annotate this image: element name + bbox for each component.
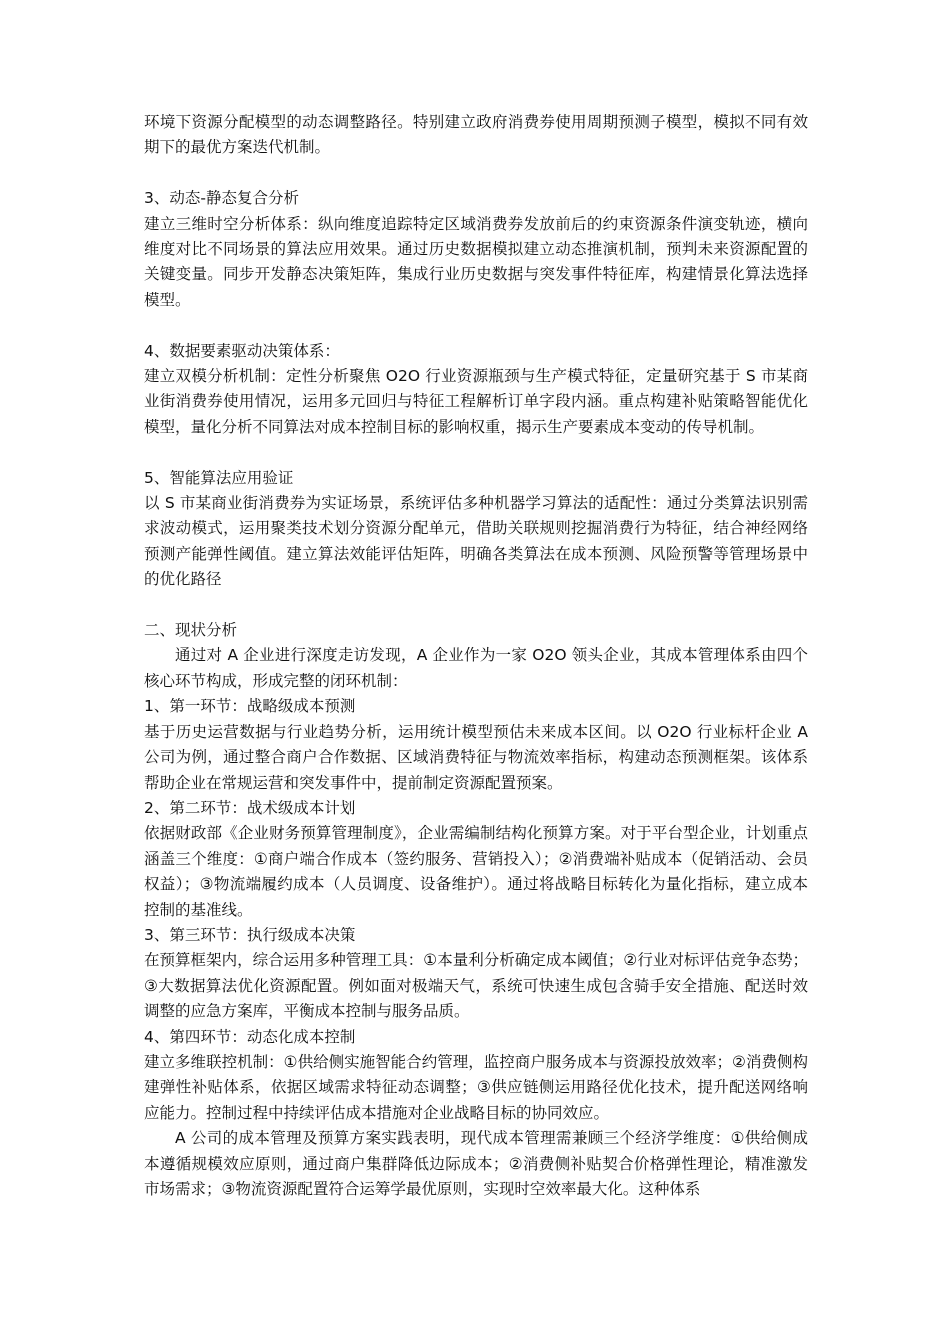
stage-3-heading: 3、第三环节：执行级成本决策 [144,925,356,944]
section-3-body: 建立三维时空分析体系：纵向维度追踪特定区域消费券发放前后的约束资源条件演变轨迹，横向维度对比不同场景的算法应用效果。通过历史数据模拟建立动态推演机制，预判未来资源配置的关键变量。同步开发静态决策矩阵，集成行业历史数据与突发事件特征库，构建情景化算法选择模型。 [144,214,808,309]
status-analysis-heading: 二、现状分析 [144,621,238,640]
status-analysis-intro: 通过对 A 企业进行深度走访发现，A 企业作为一家 O2O 领头企业，其成本管理体系由四个核心环节构成，形成完整的闭环机制： [144,646,808,690]
stage-2-heading: 2、第二环节：战术级成本计划 [144,798,356,817]
stage-1-body: 基于历史运营数据与行业趋势分析，运用统计模型预估未来成本区间。以 O2O 行业标杆企业 A 公司为例，通过整合商户合作数据、区域消费特征与物流效率指标，构建动态预测框架。该体系帮助企业在常规运营和突发事件中，提前制定资源配置预案。 [144,722,808,792]
closing-paragraph: A 公司的成本管理及预算方案实践表明，现代成本管理需兼顾三个经济学维度：①供给侧成本遵循规模效应原则，通过商户集群降低边际成本；②消费侧补贴契合价格弹性理论，精准激发市场需求；③物流资源配置符合运筹学最优原则，实现时空效率最大化。这种体系 [144,1129,808,1198]
section-4-body: 建立双模分析机制：定性分析聚焦 O2O 行业资源瓶颈与生产模式特征，定量研究基于 S 市某商业街消费券使用情况，运用多元回归与特征工程解析订单字段内涵。重点构建补贴策略智能优化模型，量化分析不同算法对成本控制目标的影响权重，揭示生产要素成本变动的传导机制。 [144,367,808,436]
stage-3-body: 在预算框架内，综合运用多种管理工具：①本量利分析确定成本阈值；②行业对标评估竞争态势；③大数据算法优化资源配置。例如面对极端天气，系统可快速生成包含骑手安全措施、配送时效调整的应急方案库，平衡成本控制与服务品质。 [144,951,808,1021]
paragraph-gap [144,440,808,465]
document-page [144,110,808,1202]
section-5-heading: 5、智能算法应用验证 [144,468,294,487]
paragraph-gap [144,161,808,186]
section-5-body: 以 S 市某商业街消费券为实证场景，系统评估多种机器学习算法的适配性：通过分类算法识别需求波动模式，运用聚类技术划分资源分配单元，借助关联规则挖掘消费行为特征，结合神经网络预测产能弹性阈值。建立算法效能评估矩阵，明确各类算法在成本预测、风险预警等管理场景中的优化路径 [144,494,808,589]
section-4-heading: 4、数据要素驱动决策体系： [144,341,340,360]
section-3-heading: 3、动态-静态复合分析 [144,189,299,208]
stage-4-body: 建立多维联控机制：①供给侧实施智能合约管理，监控商户服务成本与资源投放效率；②消费侧构建弹性补贴体系，依据区域需求特征动态调整；③供应链侧运用路径优化技术，提升配送网络响应能力。控制过程中持续评估成本措施对企业战略目标的协同效应。 [144,1052,808,1122]
stage-1-heading: 1、第一环节：战略级成本预测 [144,697,356,716]
paragraph-gap [144,313,808,338]
stage-2-body: 依据财政部《企业财务预算管理制度》，企业需编制结构化预算方案。对于平台型企业，计划重点涵盖三个维度：①商户端合作成本（签约服务、营销投入）；②消费端补贴成本（促销活动、会员权益）；③物流端履约成本（人员调度、设备维护）。通过将战略目标转化为量化指标，建立成本控制的基准线。 [144,824,808,919]
stage-4-heading: 4、第四环节：动态化成本控制 [144,1027,356,1046]
paragraph-gap [144,593,808,618]
intro-paragraph: 环境下资源分配模型的动态调整路径。特别建立政府消费券使用周期预测子模型，模拟不同有效期下的最优方案迭代机制。 [144,113,808,157]
